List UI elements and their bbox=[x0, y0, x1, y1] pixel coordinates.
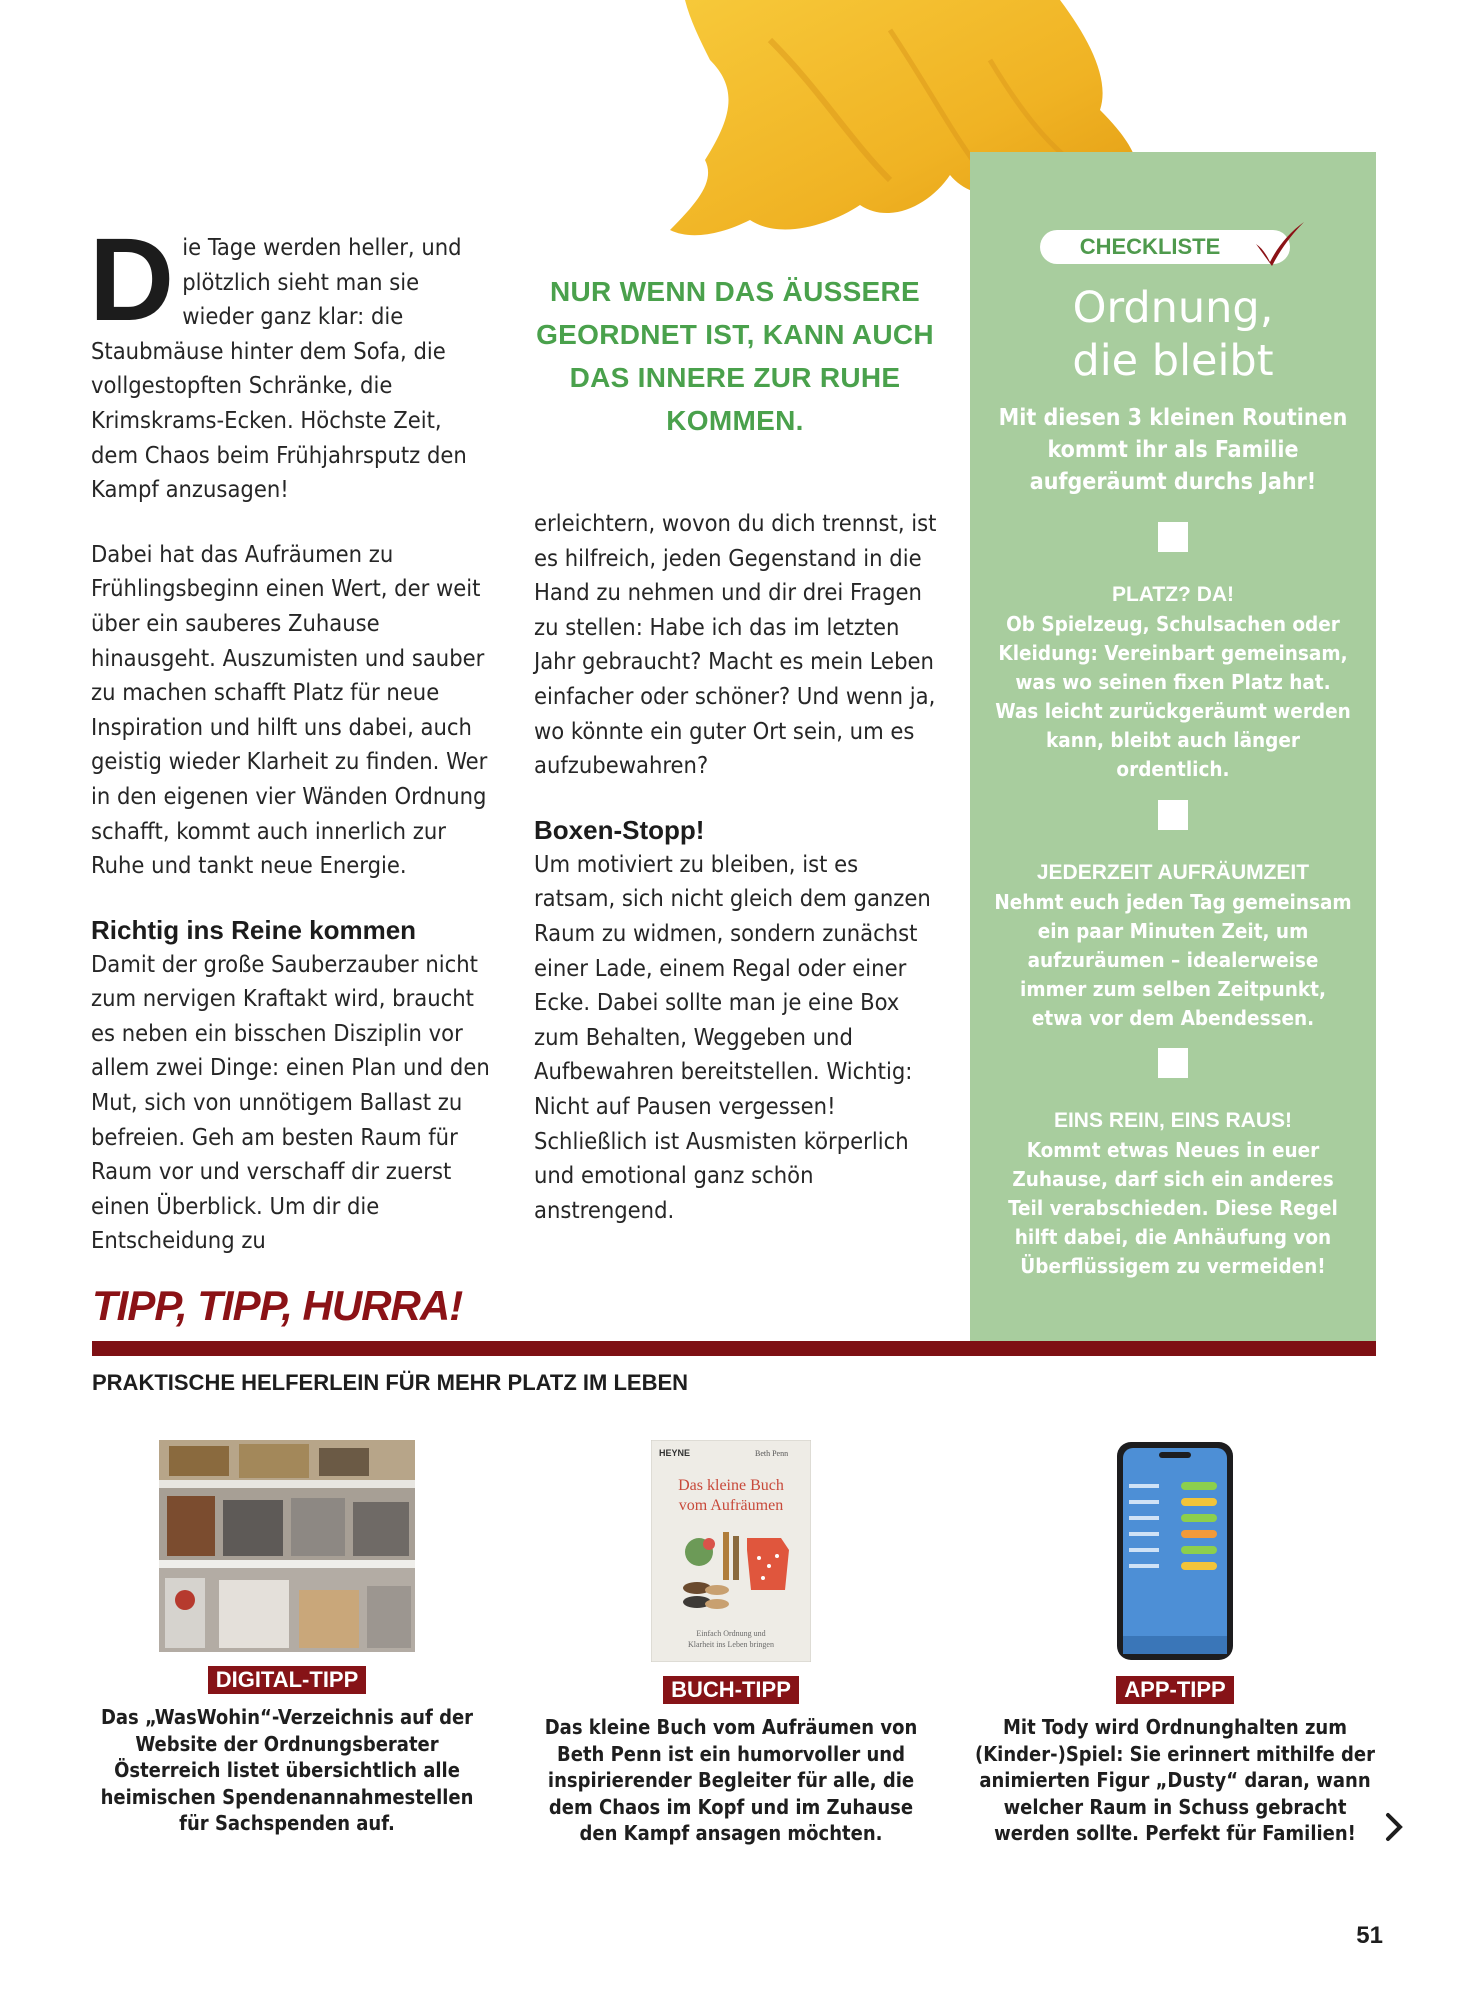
tip-body-app: Sie erinnert mithilfe der animierten Figur „Dusty“ daran, wann welcher Raum in Schuss gebracht werden sollte. Perfekt für Familien! bbox=[979, 1741, 1375, 1845]
tipps-subtitle: PRAKTISCHE HELFERLEIN FÜR MEHR PLATZ IM LEBEN bbox=[92, 1370, 689, 1395]
pull-quote: NUR WENN DAS ÄUSSERE GEORDNET IST, KANN AUCH DAS INNERE ZUR RUHE KOMMEN. bbox=[536, 276, 934, 436]
article-column-left bbox=[89, 214, 495, 1288]
subhead-boxen-stopp: Boxen-Stopp! bbox=[534, 814, 705, 845]
book-publisher: HEYNE bbox=[659, 1448, 691, 1458]
subhead-richtig: Richtig ins Reine kommen bbox=[91, 914, 417, 945]
paragraph-3: erleichtern, wovon du dich trennst, ist es hilfreich, jeden Gegenstand in die Hand zu nehmen und dir drei Fragen zu stellen: Habe ich das im letzten Jahr gebraucht? Macht es mein Leben einfacher oder schöner? Und wenn ja, wo könnte ein guter Ort sein, um es aufzubewahren? bbox=[534, 509, 937, 780]
checklist-item-heading: PLATZ? DA! bbox=[1111, 583, 1235, 606]
tip-body-buch: von Beth Penn ist ein humorvoller und inspirierender Begleiter für alle, die dem Chaos im Kopf und im Zuhause den Kampf ansagen möchten. bbox=[547, 1715, 918, 1845]
paragraph-1: Dabei hat das Aufräumen zu Frühlingsbeginn einen Wert, der weit über ein sauberes Zuhause hinausgeht. Auszumisten und sauber zu machen schafft Platz für neue Inspiration und hilft uns dabei, auch geistig wieder Klarheit zu finden. Wer in den eigenen vier Wänden Ordnung schafft, kommt auch innerlich zur Ruhe und tankt neue Energie. bbox=[91, 539, 488, 880]
tip-label-digital: DIGITAL-TIPP bbox=[208, 1666, 367, 1694]
checkmark-icon bbox=[1252, 218, 1306, 268]
tip-body-digital: auf der Website der Ordnungsberater Österreich listet übersichtlich alle heimischen Spendenannahmestellen für Sachspenden auf. bbox=[100, 1705, 474, 1835]
tip-bold-digital: Das „WasWohin“-Verzeichnis bbox=[100, 1705, 394, 1729]
checkbox-icon bbox=[1158, 522, 1188, 552]
checklist-item-text: Ob Spielzeug, Schulsachen oder Kleidung: Vereinbart gemeinsam, was wo seinen fixen Platz hat. Was leicht zurückgeräumt werden kann, bleibt auch länger ordentlich. bbox=[995, 612, 1351, 781]
tipps-divider bbox=[92, 1341, 1376, 1356]
book-subtitle-1: Einfach Ordnung und bbox=[696, 1629, 766, 1638]
shelf-photo bbox=[159, 1440, 415, 1652]
tip-bold-app: Mit Tody wird Ordnunghalten zum (Kinder-)Spiel: bbox=[975, 1715, 1347, 1766]
intro-paragraph bbox=[89, 214, 495, 507]
tip-bold-buch: Das kleine Buch vom Aufräumen bbox=[544, 1715, 875, 1739]
checklist-item-heading: EINS REIN, EINS RAUS! bbox=[1053, 1109, 1293, 1132]
checkbox-icon bbox=[1158, 800, 1188, 830]
checkbox-icon bbox=[1158, 1048, 1188, 1078]
book-title-1: Das kleine Buch bbox=[678, 1477, 784, 1494]
checklist-intro: Mit diesen 3 kleinen Routinen kommt ihr als Familie aufgeräumt durchs Jahr! bbox=[998, 405, 1348, 495]
tip-buch bbox=[531, 1440, 931, 1847]
tipps-title: TIPP, TIPP, HURRA! bbox=[92, 1282, 463, 1329]
checklist-title bbox=[970, 282, 1376, 388]
checklist-item-text: Nehmt euch jeden Tag gemeinsam ein paar Minuten Zeit, um aufzuräumen – idealerweise immer zum selben Zeitpunkt, etwa vor dem Abendessen. bbox=[994, 890, 1352, 1030]
checklist-item-text: Kommt etwas Neues in euer Zuhause, darf sich ein anderes Teil verabschieden. Diese Regel hilft dabei, die Anhäufung von Überflüssigem zu vermeiden! bbox=[1008, 1138, 1338, 1278]
paragraph-4: Um motiviert zu bleiben, ist es ratsam, sich nicht gleich dem ganzen Raum zu widmen, sondern zunächst einer Lade, einem Regal oder einer Ecke. Dabei sollte man je eine Box zum Behalten, Weggeben und Aufbewahren bereitstellen. Wichtig: Nicht auf Pausen vergessen! Schließlich ist Ausmisten körperlich und emotional ganz schön anstrengend. bbox=[534, 849, 931, 1224]
checklist-item bbox=[992, 522, 1354, 784]
article-column-middle bbox=[534, 506, 938, 1257]
checklist-title-line-2: die bleibt bbox=[1072, 336, 1274, 386]
tip-text-digital bbox=[87, 1704, 487, 1837]
checklist-title-line-1: Ordnung, bbox=[1072, 283, 1274, 333]
book-subtitle-2: Klarheit ins Leben bringen bbox=[688, 1640, 774, 1649]
phone-app-screenshot bbox=[1115, 1440, 1235, 1662]
book-title-2: vom Aufräumen bbox=[678, 1497, 784, 1514]
paragraph-2: Damit der große Sauberzauber nicht zum nervigen Kraftakt wird, braucht es neben ein bisschen Disziplin vor allem zwei Dinge: einen Plan und den Mut, sich von unnötigem Ballast zu befreien. Geh am besten Raum für Raum vor und verschaff dir zuerst einen Überblick. Um dir die Entscheidung zu bbox=[91, 949, 490, 1255]
tip-label-app: APP-TIPP bbox=[1116, 1676, 1233, 1704]
tip-app bbox=[975, 1440, 1375, 1847]
book-cover bbox=[651, 1440, 811, 1662]
checklist-item-heading: JEDERZEIT AUFRÄUMZEIT bbox=[1036, 861, 1310, 884]
checklist-box bbox=[970, 152, 1376, 1342]
intro-text: ie Tage werden heller, und plötzlich sieht man sie wieder ganz klar: die Staubmäuse hinter dem Sofa, die vollgestopften Schränke, die Krimskrams-Ecken. Höchste Zeit, dem Chaos beim Frühjahrsputz den Kampf anzusagen! bbox=[91, 233, 467, 504]
checklist-item bbox=[992, 1048, 1354, 1281]
page-number: 51 bbox=[1356, 1922, 1383, 1949]
checklist-tag-label: CHECKLISTE bbox=[1079, 234, 1221, 259]
chevron-right-icon[interactable] bbox=[1384, 1812, 1404, 1842]
tip-digital bbox=[87, 1440, 487, 1837]
book-author: Beth Penn bbox=[755, 1449, 789, 1458]
tip-label-buch: BUCH-TIPP bbox=[663, 1676, 799, 1704]
tip-text-app bbox=[975, 1714, 1375, 1847]
dropcap: D bbox=[89, 214, 175, 346]
tip-text-buch bbox=[531, 1714, 931, 1847]
checklist-item bbox=[992, 800, 1354, 1033]
